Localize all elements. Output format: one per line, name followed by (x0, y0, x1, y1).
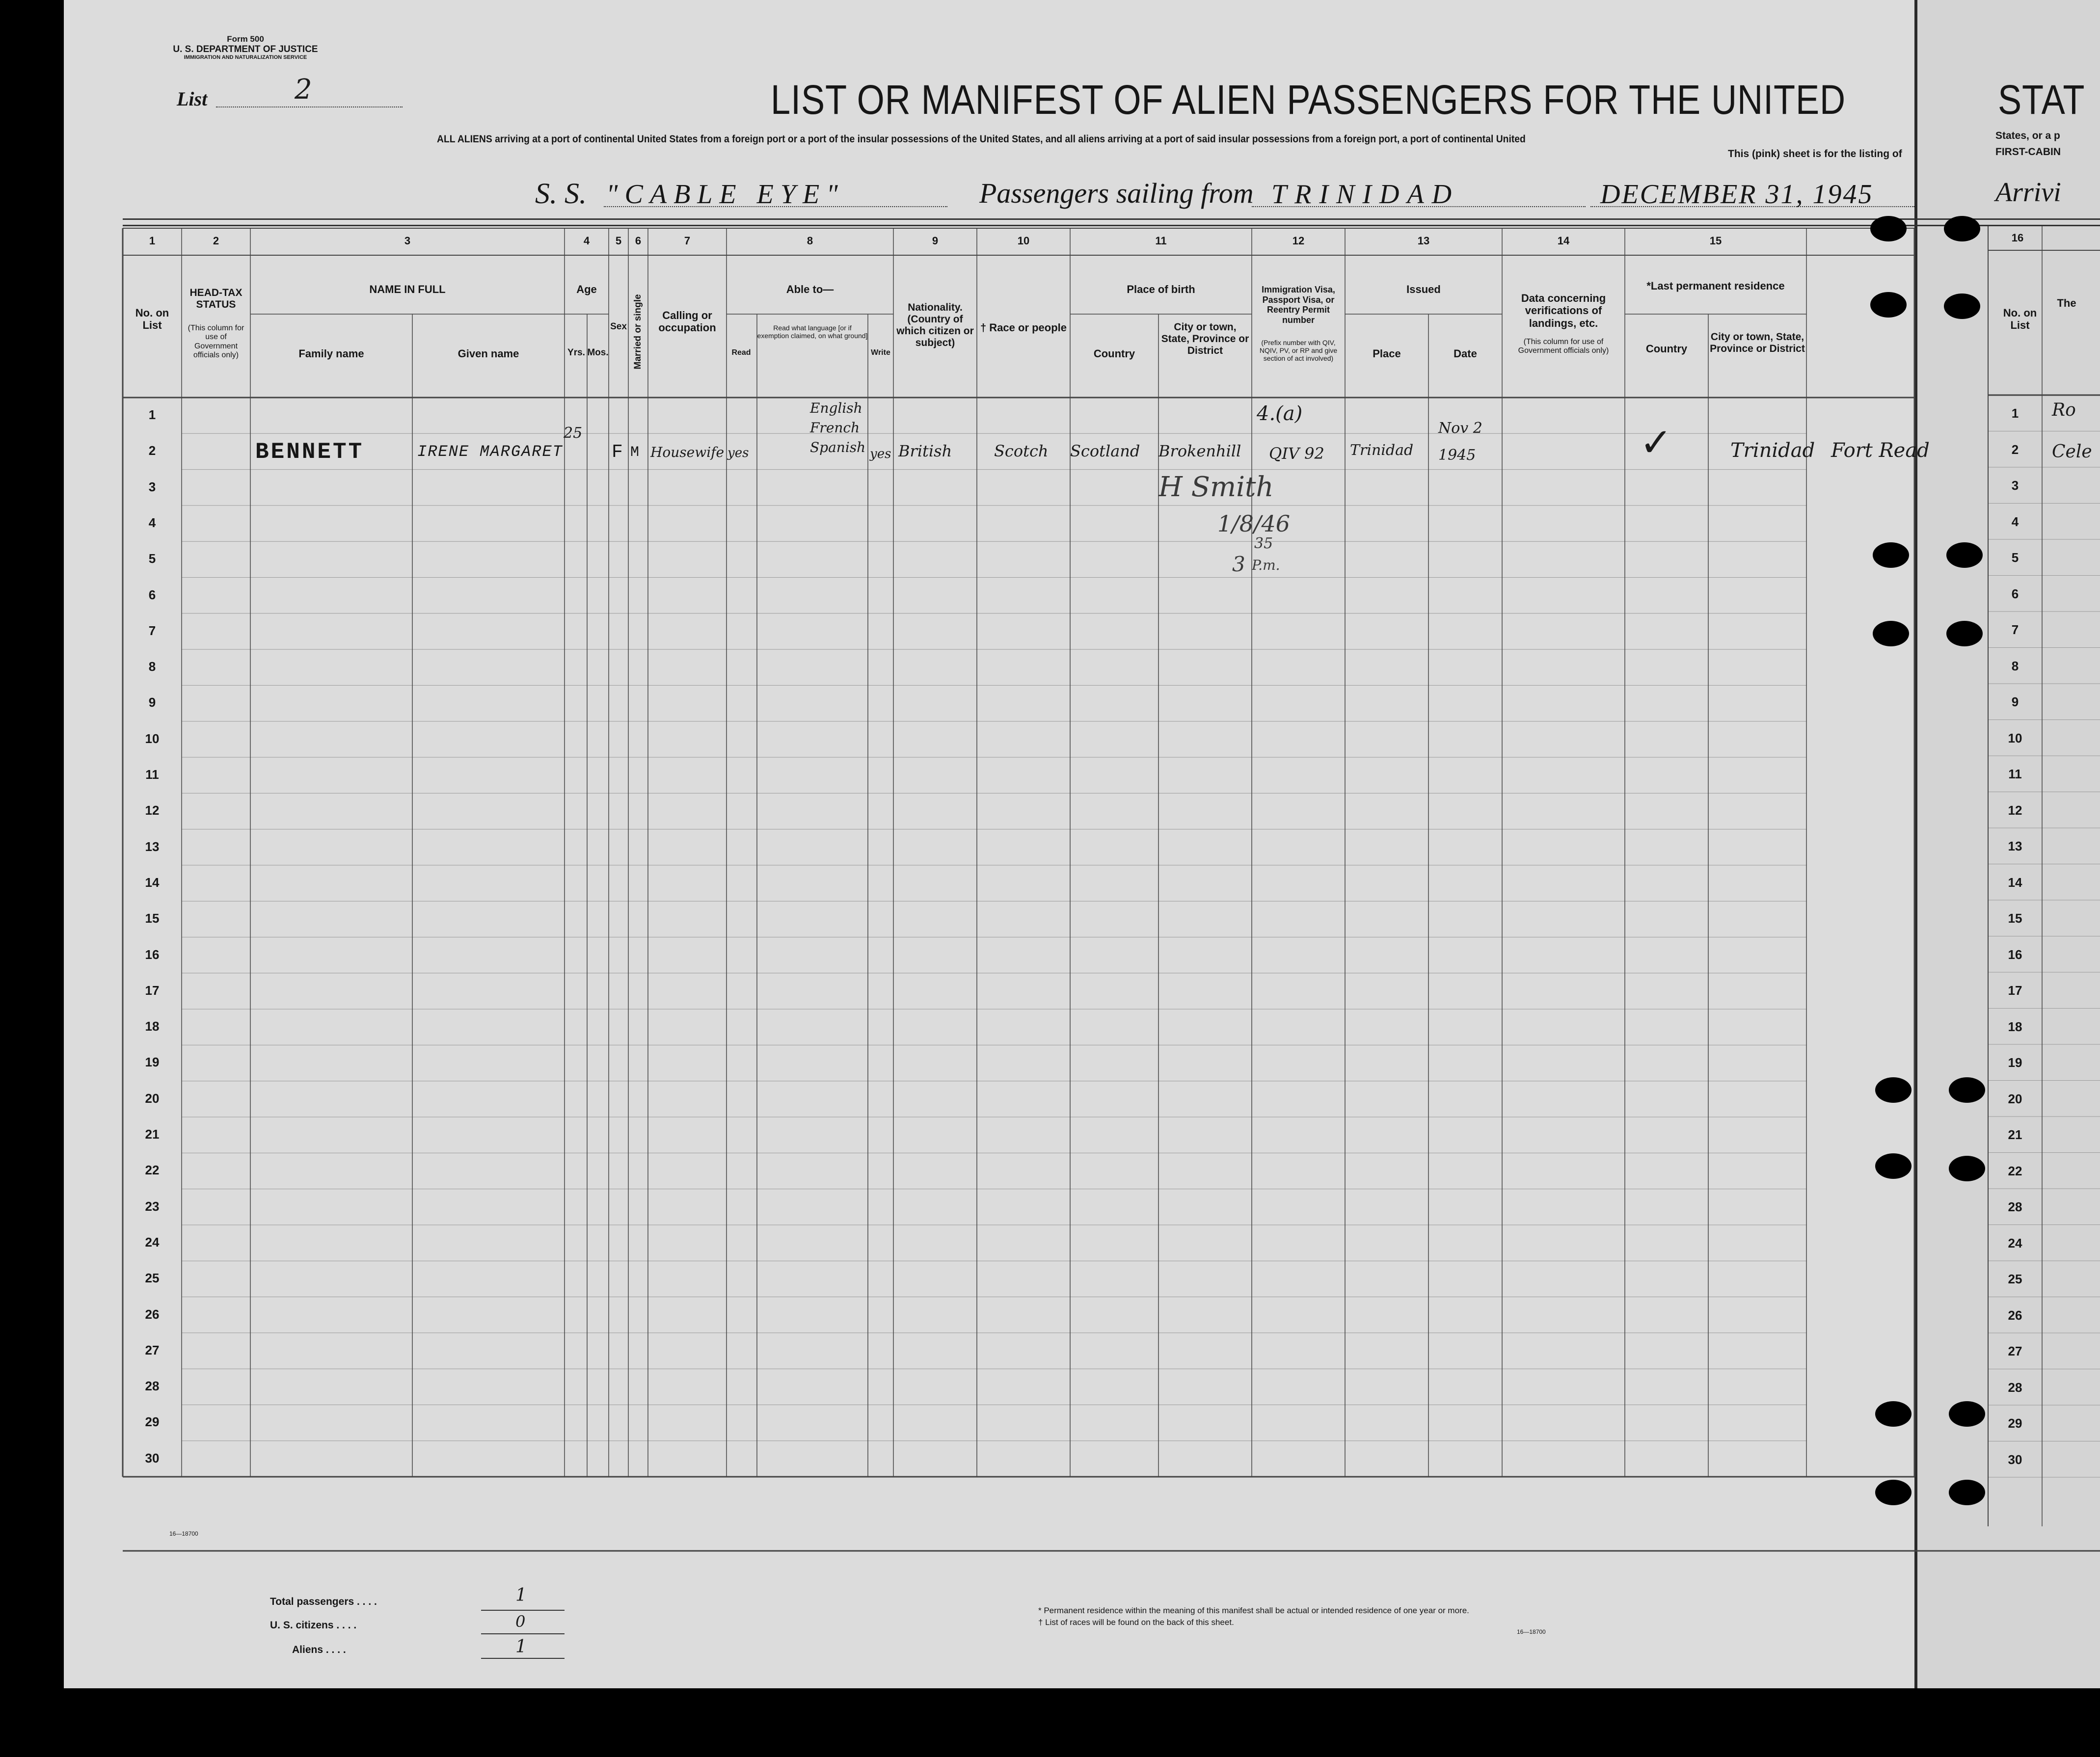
right-row-number: 13 (2008, 839, 2022, 853)
list-label: List (177, 88, 208, 110)
row-number: 12 (145, 803, 160, 818)
header-nationality: Nationality. (Country of which citizen or subject) (896, 302, 974, 349)
punch-hole (1870, 216, 1907, 241)
header-no-on-list: No. on List (135, 307, 169, 332)
col-num-2: 2 (213, 235, 219, 247)
col-num-6: 6 (635, 235, 642, 247)
arriving-label: Arrivi (1995, 177, 2061, 208)
right-row-number: 26 (2008, 1307, 2022, 1323)
col-num-8: 8 (807, 235, 813, 247)
department-name: U. S. DEPARTMENT OF JUSTICE (173, 44, 318, 54)
row-number: 9 (148, 695, 156, 710)
page-title: LIST OR MANIFEST OF ALIEN PASSENGERS FOR THE UNITED (771, 77, 1846, 123)
form-grid (64, 0, 2100, 1688)
us-citizens-value: 0 (515, 1612, 526, 1631)
col-num-15: 15 (1709, 235, 1722, 247)
right-row-number: 24 (2008, 1235, 2022, 1251)
aliens-line (481, 1658, 565, 1659)
note-races: † List of races will be found on the back of this sheet. (1038, 1618, 1234, 1627)
print-code-right: 16—18700 (1517, 1628, 1546, 1635)
punch-hole (1873, 542, 1909, 568)
row-number: 25 (145, 1271, 160, 1286)
punch-hole (1944, 293, 1980, 319)
header-age: Age (576, 283, 597, 295)
right-row-number: 9 (2011, 694, 2019, 709)
list-number-line (216, 106, 403, 107)
row-number: 26 (145, 1306, 160, 1322)
right-row-number: 7 (2011, 622, 2019, 637)
entry-visa-number: QIV 92 (1269, 444, 1324, 463)
right-row-number: 28 (2008, 1380, 2022, 1395)
form-number: Form 500 (227, 34, 264, 44)
header-data-note: (This column for use of Government officials only) (1518, 338, 1609, 355)
header-read-language: Read what language [or if exemption claimed, on what ground] (757, 324, 868, 340)
col-num-3: 3 (404, 235, 411, 247)
sailing-date: DECEMBER 31, 1945 (1600, 179, 1874, 210)
header-issued-date: Date (1454, 347, 1477, 360)
punch-hole (1944, 216, 1980, 241)
us-citizens-line (481, 1633, 565, 1634)
row-number: 27 (145, 1342, 160, 1358)
entry-nationality: British (898, 442, 952, 460)
col-num-4: 4 (583, 235, 590, 247)
entry-birth-country: Scotland (1070, 442, 1140, 460)
entry-birth-city: Brokenhill (1158, 442, 1241, 460)
header-head-tax: HEAD-TAX STATUS (189, 287, 242, 311)
entry-visa-section: 4.(a) (1257, 402, 1303, 425)
ship-name: "CABLE EYE" (606, 179, 845, 210)
right-row-number: 10 (2008, 730, 2022, 745)
right-row-number: 28 (2008, 1199, 2022, 1214)
col-num-12: 12 (1292, 235, 1305, 247)
col-num-16: 16 (2011, 232, 2024, 244)
right-row-number: 5 (2011, 550, 2019, 565)
aliens-value: 1 (515, 1637, 527, 1657)
punch-hole (1949, 1077, 1985, 1103)
inspector-time-pm: P.m. (1252, 557, 1280, 573)
row-number: 6 (148, 587, 156, 602)
right-instruction-2: FIRST-CABIN (1995, 146, 2061, 158)
list-number: 2 (295, 74, 312, 106)
entry-age: 25 (564, 425, 583, 442)
sailing-label: Passengers sailing from (979, 177, 1254, 209)
inspector-name: H Smith (1158, 471, 1274, 503)
punch-hole (1949, 1401, 1985, 1427)
right-row-number: 29 (2008, 1416, 2022, 1431)
row-number: 13 (145, 839, 160, 854)
right-row-number: 30 (2008, 1452, 2022, 1467)
header-head-tax-note: (This column for use of Government officials only) (188, 324, 244, 360)
header-data-concerning: Data concerning verifications of landings, etc. (1521, 292, 1606, 329)
punch-hole (1949, 1480, 1985, 1505)
entry-issued-place: Trinidad (1350, 442, 1414, 459)
row-number: 29 (145, 1414, 160, 1430)
right-row-number: 15 (2008, 911, 2022, 926)
right-row-number: 6 (2011, 586, 2019, 601)
header-write: Write (871, 348, 890, 357)
col-num-13: 13 (1417, 235, 1430, 247)
right-row-number: 25 (2008, 1272, 2022, 1286)
punch-hole (1875, 1077, 1912, 1103)
col-num-10: 10 (1017, 235, 1030, 247)
punch-hole (1949, 1156, 1985, 1181)
right-row-number: 8 (2011, 658, 2019, 673)
row-number: 5 (148, 551, 156, 566)
row-number: 19 (145, 1055, 160, 1070)
entry-language-3: Spanish (810, 439, 866, 455)
punch-hole (1946, 621, 1983, 646)
ss-label: S. S. (535, 177, 587, 210)
col-num-1: 1 (149, 235, 156, 247)
right-row-number: 19 (2008, 1055, 2022, 1070)
right-row-number: 3 (2011, 478, 2019, 493)
row-number: 7 (148, 623, 156, 638)
entry-write: yes (870, 447, 891, 461)
entry-read: yes (727, 446, 749, 460)
header-last-residence: *Last permanent residence (1646, 280, 1785, 292)
header-right-partial: The (2057, 297, 2076, 309)
header-birth-city: City or town, State, Province or District (1161, 321, 1249, 357)
inspector-time-hour: 3 (1232, 552, 1245, 576)
row-number: 24 (145, 1234, 160, 1250)
note-permanent-residence: * Permanent residence within the meaning of this manifest shall be actual or intended residence of one year or more. (1038, 1606, 1469, 1615)
service-name: IMMIGRATION AND NATURALIZATION SERVICE (184, 54, 307, 61)
total-passengers-value: 1 (515, 1585, 527, 1605)
punch-hole (1873, 621, 1909, 646)
row-number: 4 (148, 515, 156, 530)
header-read: Read (731, 348, 751, 357)
header-family-name: Family name (298, 347, 364, 360)
col-num-9: 9 (932, 235, 939, 247)
header-calling: Calling or occupation (658, 309, 716, 334)
right-row-number: 12 (2008, 802, 2022, 818)
entry-res-city: Fort Read (1831, 439, 1930, 462)
right-row-number: 22 (2008, 1163, 2022, 1178)
entry-issued-date-2: 1945 (1438, 447, 1476, 464)
header-rule (123, 218, 2100, 226)
right-row-number: 1 (2011, 406, 2019, 421)
header-name-in-full: NAME IN FULL (369, 283, 446, 295)
row-number: 21 (145, 1127, 160, 1142)
punch-hole (1870, 292, 1907, 318)
right-row-number: 2 (2011, 442, 2019, 457)
punch-hole (1875, 1480, 1912, 1505)
entry-race: Scotch (994, 442, 1049, 460)
header-issued: Issued (1406, 283, 1441, 295)
entry-occupation: Housewife (650, 444, 725, 460)
entry-res-country: Trinidad (1730, 439, 1815, 462)
col-num-5: 5 (615, 235, 622, 247)
row-number: 3 (148, 479, 156, 494)
entry-language-2: French (810, 420, 860, 436)
total-passengers-line (481, 1610, 565, 1611)
punch-hole (1875, 1153, 1912, 1179)
entry-sex: F (612, 442, 623, 463)
row-number: 15 (145, 911, 160, 926)
header-issued-place: Place (1373, 347, 1401, 360)
punch-hole (1875, 1401, 1912, 1427)
row-number: 20 (145, 1091, 160, 1106)
header-res-city: City or town, State, Province or District (1710, 331, 1805, 355)
right-row-number: 21 (2008, 1127, 2022, 1142)
right-row-number: 20 (2008, 1091, 2022, 1106)
row-number: 16 (145, 947, 160, 962)
header-birth-country: Country (1093, 347, 1135, 360)
row-number: 11 (145, 767, 159, 782)
row-number: 8 (148, 659, 156, 674)
header-visa-note: (Prefix number with QIV, NQIV, PV, or RP and give section of act involved) (1259, 339, 1338, 363)
col-num-7: 7 (684, 235, 691, 247)
punch-hole (1946, 542, 1983, 568)
port-name: TRINIDAD (1271, 179, 1460, 210)
instruction-text-2: This (pink) sheet is for the listing of (1728, 148, 1902, 160)
entry-marital: M (630, 444, 640, 461)
entry-language-1: English (810, 400, 862, 416)
col-num-14: 14 (1557, 235, 1570, 247)
form-header (164, 34, 326, 61)
right-row-number: 17 (2008, 983, 2022, 998)
row-number: 28 (145, 1379, 160, 1394)
entry-right-partial-2: Cele (2052, 442, 2092, 462)
page-title-continuation: STAT (1998, 77, 2085, 123)
row-number: 2 (148, 443, 156, 458)
header-right-no-on-list: No. on List (2003, 307, 2037, 332)
right-row-number: 18 (2008, 1019, 2022, 1034)
right-row-number: 27 (2008, 1344, 2022, 1358)
entry-issued-date-1: Nov 2 (1438, 420, 1482, 437)
header-sex: Sex (610, 321, 627, 332)
row-number: 10 (145, 731, 160, 746)
entry-verification-check: ✓ (1640, 420, 1673, 465)
right-row-number: 11 (2008, 767, 2022, 781)
header-place-of-birth: Place of birth (1127, 283, 1195, 295)
row-number: 1 (148, 407, 156, 422)
header-race: † Race or people (980, 321, 1067, 334)
header-age-yrs: Yrs. (567, 347, 585, 358)
header-age-mos: Mos. (587, 347, 609, 358)
instruction-text-1: ALL ALIENS arriving at a port of continental United States from a foreign port or a port of the insular possessions of the United States, and all aliens arriving at a port of said insular possessions from a foreign port, a port of continental United (437, 133, 1526, 145)
inspector-time-min: 35 (1254, 535, 1273, 552)
header-visa: Immigration Visa, Passport Visa, or Reentry Permit number (1262, 285, 1335, 325)
inspector-date: 1/8/46 (1217, 510, 1291, 537)
us-citizens-label: U. S. citizens . . . . (270, 1620, 357, 1631)
row-number: 14 (145, 875, 160, 890)
aliens-label: Aliens . . . . (292, 1644, 346, 1655)
entry-given-name: IRENE MARGARET (417, 443, 563, 461)
header-given-name: Given name (458, 347, 519, 360)
total-passengers-label: Total passengers . . . . (270, 1596, 377, 1607)
header-able-to: Able to— (786, 283, 834, 295)
row-number: 30 (145, 1450, 160, 1465)
right-instruction-1: States, or a p (1995, 130, 2060, 141)
entry-right-partial-1: Ro (2052, 400, 2076, 420)
row-number: 22 (145, 1163, 160, 1178)
header-married: Married or single (633, 294, 644, 370)
right-row-number: 4 (2011, 514, 2019, 529)
col-num-11: 11 (1155, 235, 1167, 247)
entry-family-name: BENNETT (255, 439, 364, 465)
print-code-left: 16—18700 (169, 1530, 198, 1537)
row-number: 18 (145, 1019, 160, 1034)
header-res-country: Country (1645, 343, 1688, 355)
right-row-number: 14 (2008, 875, 2022, 890)
manifest-sheet (64, 0, 2100, 1688)
row-number: 17 (145, 983, 160, 998)
right-row-number: 16 (2008, 947, 2022, 962)
row-number: 23 (145, 1198, 160, 1214)
